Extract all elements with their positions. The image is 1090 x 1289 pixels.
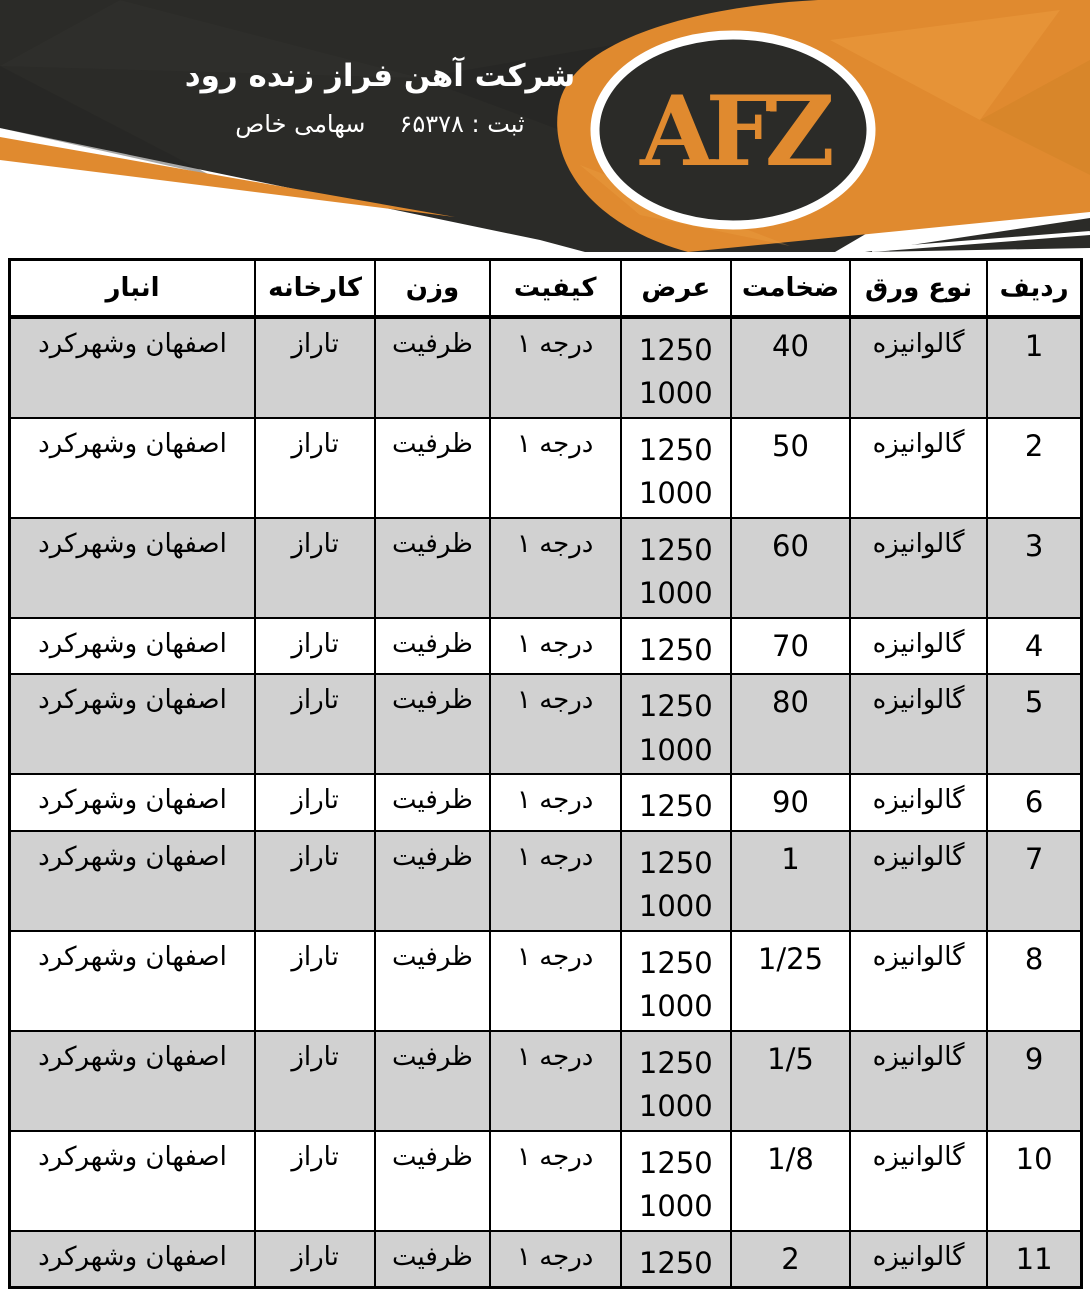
width-value-line: 1000 [638, 576, 713, 610]
cell-width [621, 518, 731, 618]
cell-warehouse: اصفهان وشهرکرد [10, 931, 256, 1031]
table-row [10, 931, 1082, 1031]
cell-warehouse: اصفهان وشهرکرد [10, 774, 256, 831]
registration-line [150, 110, 610, 138]
cell-sheet-type: گالوانیزه [850, 618, 987, 675]
col-header-quality: کیفیت [490, 260, 621, 317]
width-value-line: 1250 [638, 432, 713, 467]
width-value-line: 1250 [638, 1245, 713, 1280]
cell-quality: درجه ۱ [490, 418, 621, 518]
width-value-line: 1000 [638, 1089, 713, 1123]
cell-weight: ظرفیت [375, 674, 490, 774]
cell-sheet-type: گالوانیزه [850, 1131, 987, 1231]
cell-factory: تاراز [255, 931, 375, 1031]
cell-row-number: 7 [987, 831, 1081, 931]
table-row [10, 1231, 1082, 1288]
cell-quality: درجه ۱ [490, 1031, 621, 1131]
cell-width [621, 1231, 731, 1288]
header-text-block [150, 58, 610, 138]
price-table-body [10, 317, 1082, 1288]
cell-sheet-type: گالوانیزه [850, 518, 987, 618]
cell-sheet-type: گالوانیزه [850, 1231, 987, 1288]
cell-factory: تاراز [255, 1131, 375, 1231]
cell-warehouse: اصفهان وشهرکرد [10, 518, 256, 618]
cell-width [621, 1031, 731, 1131]
cell-row-number: 1 [987, 317, 1081, 418]
col-header-weight: وزن [375, 260, 490, 317]
registration-number: ثبت : ۶۵۳۷۸ [399, 110, 525, 138]
width-value-line: 1250 [638, 689, 713, 723]
cell-weight: ظرفیت [375, 931, 490, 1031]
cell-weight: ظرفیت [375, 1131, 490, 1231]
cell-factory: تاراز [255, 774, 375, 831]
cell-warehouse: اصفهان وشهرکرد [10, 418, 256, 518]
cell-width [621, 931, 731, 1031]
cell-sheet-type: گالوانیزه [850, 831, 987, 931]
cell-quality: درجه ۱ [490, 1231, 621, 1288]
cell-factory: تاراز [255, 674, 375, 774]
cell-weight: ظرفیت [375, 774, 490, 831]
cell-quality: درجه ۱ [490, 1131, 621, 1231]
cell-sheet-type: گالوانیزه [850, 1031, 987, 1131]
logo-monogram: AFZ [640, 75, 826, 188]
cell-quality: درجه ۱ [490, 774, 621, 831]
cell-width [621, 774, 731, 831]
cell-thickness: 80 [731, 674, 850, 774]
cell-warehouse: اصفهان وشهرکرد [10, 618, 256, 675]
cell-width [621, 831, 731, 931]
cell-warehouse: اصفهان وشهرکرد [10, 1231, 256, 1288]
table-row [10, 831, 1082, 931]
cell-quality: درجه ۱ [490, 518, 621, 618]
col-header-warehouse: انبار [10, 260, 256, 317]
cell-factory: تاراز [255, 1231, 375, 1288]
col-header-row-number: ردیف [987, 260, 1081, 317]
width-value-line: 1000 [638, 476, 713, 510]
cell-thickness: 1/8 [731, 1131, 850, 1231]
width-value-line: 1250 [638, 845, 713, 880]
cell-thickness: 90 [731, 774, 850, 831]
cell-row-number: 9 [987, 1031, 1081, 1131]
cell-sheet-type: گالوانیزه [850, 317, 987, 418]
col-header-width: عرض [621, 260, 731, 317]
cell-factory: تاراز [255, 317, 375, 418]
width-value-line: 1000 [638, 732, 713, 767]
cell-warehouse: اصفهان وشهرکرد [10, 674, 256, 774]
sheet-spec-table [8, 258, 1083, 1289]
cell-weight: ظرفیت [375, 518, 490, 618]
cell-weight: ظرفیت [375, 618, 490, 675]
cell-sheet-type: گالوانیزه [850, 418, 987, 518]
cell-sheet-type: گالوانیزه [850, 774, 987, 831]
cell-weight: ظرفیت [375, 317, 490, 418]
cell-quality: درجه ۱ [490, 831, 621, 931]
cell-warehouse: اصفهان وشهرکرد [10, 317, 256, 418]
width-value-line: 1250 [638, 1145, 713, 1180]
width-value-line: 1250 [638, 632, 713, 667]
table-row [10, 1131, 1082, 1231]
cell-width [621, 618, 731, 675]
cell-weight: ظرفیت [375, 418, 490, 518]
cell-sheet-type: گالوانیزه [850, 931, 987, 1031]
cell-warehouse: اصفهان وشهرکرد [10, 1131, 256, 1231]
cell-width [621, 317, 731, 418]
cell-weight: ظرفیت [375, 1031, 490, 1131]
table-row [10, 418, 1082, 518]
width-value-line: 1250 [638, 532, 713, 567]
width-value-line: 1250 [638, 789, 713, 823]
table-row [10, 1031, 1082, 1131]
cell-quality: درجه ۱ [490, 317, 621, 418]
cell-thickness: 50 [731, 418, 850, 518]
col-header-factory: کارخانه [255, 260, 375, 317]
cell-factory: تاراز [255, 831, 375, 931]
table-row [10, 618, 1082, 675]
cell-width [621, 674, 731, 774]
table-header-row [10, 260, 1082, 317]
table-row [10, 518, 1082, 618]
cell-thickness: 1/5 [731, 1031, 850, 1131]
cell-width [621, 418, 731, 518]
cell-quality: درجه ۱ [490, 618, 621, 675]
width-value-line: 1250 [638, 945, 713, 980]
cell-quality: درجه ۱ [490, 931, 621, 1031]
cell-thickness: 1 [731, 831, 850, 931]
width-value-line: 1000 [638, 989, 713, 1023]
cell-factory: تاراز [255, 418, 375, 518]
cell-row-number: 3 [987, 518, 1081, 618]
cell-weight: ظرفیت [375, 1231, 490, 1288]
cell-thickness: 70 [731, 618, 850, 675]
cell-thickness: 2 [731, 1231, 850, 1288]
cell-factory: تاراز [255, 1031, 375, 1131]
cell-thickness: 1/25 [731, 931, 850, 1031]
col-header-sheet-type: نوع ورق [850, 260, 987, 317]
cell-quality: درجه ۱ [490, 674, 621, 774]
width-value-line: 1000 [638, 376, 713, 410]
company-type: سهامی خاص [235, 110, 366, 138]
table-row [10, 317, 1082, 418]
cell-thickness: 40 [731, 317, 850, 418]
cell-row-number: 5 [987, 674, 1081, 774]
cell-warehouse: اصفهان وشهرکرد [10, 831, 256, 931]
cell-row-number: 11 [987, 1231, 1081, 1288]
cell-factory: تاراز [255, 518, 375, 618]
company-name: شرکت آهن فراز زنده رود [184, 58, 576, 94]
cell-warehouse: اصفهان وشهرکرد [10, 1031, 256, 1131]
cell-row-number: 6 [987, 774, 1081, 831]
cell-row-number: 8 [987, 931, 1081, 1031]
table-row [10, 674, 1082, 774]
cell-row-number: 2 [987, 418, 1081, 518]
cell-weight: ظرفیت [375, 831, 490, 931]
width-value-line: 1000 [638, 1189, 713, 1223]
letterhead [0, 0, 1090, 258]
cell-factory: تاراز [255, 618, 375, 675]
cell-width [621, 1131, 731, 1231]
width-value-line: 1250 [638, 1045, 713, 1080]
cell-row-number: 4 [987, 618, 1081, 675]
width-value-line: 1000 [638, 889, 713, 923]
cell-row-number: 10 [987, 1131, 1081, 1231]
width-value-line: 1250 [638, 332, 713, 367]
cell-thickness: 60 [731, 518, 850, 618]
col-header-thickness: ضخامت [731, 260, 850, 317]
table-row [10, 774, 1082, 831]
cell-sheet-type: گالوانیزه [850, 674, 987, 774]
